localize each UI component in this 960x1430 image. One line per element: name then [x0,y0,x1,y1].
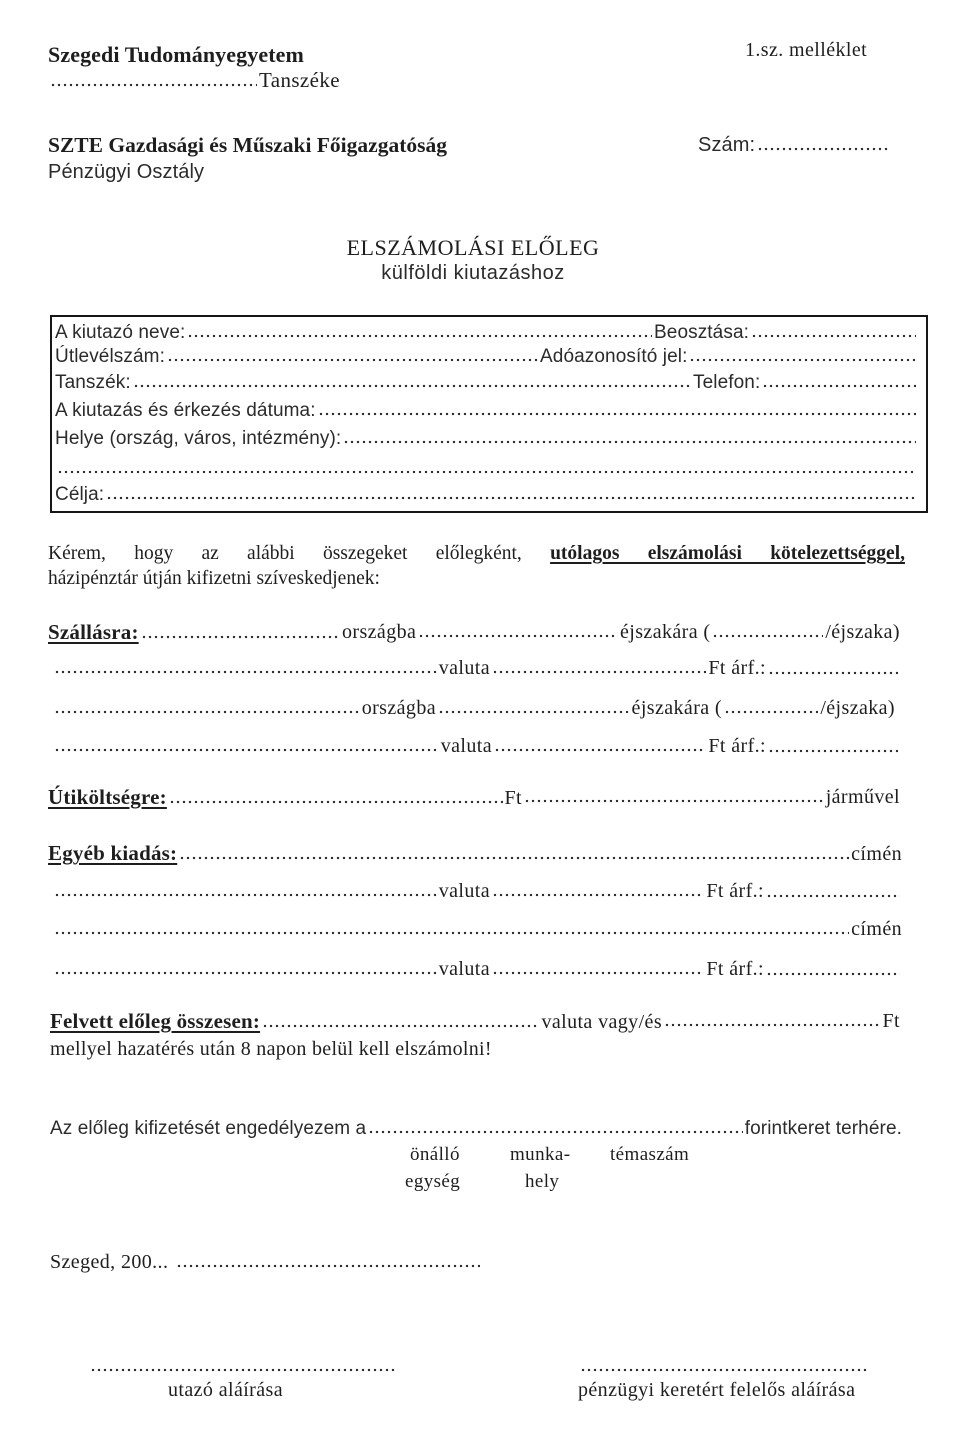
other-expense-rate-field [764,879,902,903]
request-paragraph-line2: házipénztár útján kifizetni szíveskedjenek: [48,568,380,589]
fill-in-line [54,748,439,752]
other-expense-currency-field-2 [52,957,490,981]
travel-dates-field [55,399,918,423]
exchange-rate-label: Ft árf.: [708,657,766,679]
travel-dates-label: A kiutazás és érkezés dátuma: [55,400,316,421]
fill-in-line [106,496,916,500]
exchange-rate-label: Ft árf.: [706,958,764,980]
travel-cost-label: Útiköltségre: [48,785,167,809]
accommodation-currency-field [52,656,490,680]
request-obligation: utólagos elszámolási kötelezettséggel, [550,543,906,564]
fill-in-line [187,334,652,338]
accommodation-nights-field-2 [436,696,722,720]
traveler-name-field [55,321,654,345]
fill-in-line [90,1368,398,1372]
approval-text: Az előleg kifizetését engedélyezem a [50,1118,367,1139]
accommodation-currency-field-2 [52,734,492,758]
accommodation-rate-field-2 [766,734,900,758]
department-line [48,68,340,92]
fill-in-line [54,670,437,674]
finance-signature-line [578,1353,870,1377]
number-label: Szám: [698,134,756,156]
destination-field [55,427,918,451]
other-expense-label: Egyéb kiadás: [48,841,178,865]
unit-label-line2: egység [405,1171,461,1192]
document-number-line [698,133,890,157]
fill-in-line [492,670,706,674]
other-expense-huf-field-2 [490,957,764,981]
traveler-signature-label: utazó aláírása [168,1379,283,1401]
fill-in-line [768,671,898,675]
other-expense-title-field-2 [52,917,902,941]
fill-in-line [580,1368,868,1372]
fill-in-line [318,412,916,416]
accommodation-nights-field [620,620,900,644]
destination-label: Helye (ország, város, intézmény): [55,428,342,449]
accommodation-label-field [48,620,342,644]
passport-field [55,345,540,369]
fill-in-line [689,358,916,362]
huf-label: Ft [504,787,522,809]
phone-label: Telefon: [693,372,761,393]
huf-label: Ft [882,1010,900,1032]
fill-in-line [751,334,916,338]
settlement-deadline-note: mellyel hazatérés után 8 napon belül kell elszámolni! [50,1038,492,1060]
country-label: országba [342,621,417,643]
place-date-label: Szeged, 200... [50,1251,169,1273]
university-name: Szegedi Tudományegyetem [48,42,304,67]
workplace-label-line1: munka- [510,1144,571,1165]
other-expense-huf-field [490,879,764,903]
purpose-label: Célja: [55,484,105,505]
currency-label: valuta [438,958,490,980]
accommodation-label: Szállásra: [48,620,139,644]
passport-label: Útlevélszám: [55,346,165,367]
fill-in-line [179,856,849,860]
accommodation-per-night-field-2 [722,696,895,720]
fill-in-line [762,384,916,388]
office-name: Pénzügyi Osztály [48,161,205,183]
fill-in-line [766,972,900,976]
fill-in-line [664,1023,881,1027]
fill-in-line [724,710,818,714]
exchange-rate-label: Ft árf.: [708,735,766,757]
request-paragraph-line1 [48,541,905,566]
traveler-name-label: A kiutazó neve: [55,322,186,343]
department-field [55,371,693,395]
accommodation-rate-field [766,656,900,680]
department-label: Tanszék: [55,372,131,393]
budget-label: forintkeret terhére. [744,1118,902,1139]
vehicle-label: járművel [825,786,900,808]
fill-in-line [343,440,916,444]
title-label: címén [851,918,902,940]
workplace-label-line2: hely [525,1171,560,1192]
fill-in-line [54,971,437,975]
per-night-label: /éjszaka) [825,621,900,643]
fill-in-line [766,894,900,898]
fill-in-line [262,1024,539,1028]
fill-in-line [712,634,823,638]
traveler-details-box [50,315,928,513]
form-title: ELSZÁMOLÁSI ELŐLEG [346,235,600,260]
currency-label: valuta [438,657,490,679]
title-label: címén [851,843,902,865]
finance-signature-label: pénzügyi keretért felelős aláírása [578,1379,856,1401]
place-date-field [50,1250,482,1274]
destination-continuation-field [55,455,918,479]
fill-in-line [54,931,849,935]
accommodation-country-field-2 [52,696,436,720]
currency-label: valuta [440,735,492,757]
fill-in-line [176,1264,480,1268]
total-advance-huf-field [662,1009,900,1033]
accommodation-huf-field-2 [492,734,766,758]
total-advance-currency-field [50,1009,662,1033]
country-label: országba [361,697,436,719]
currency-label: valuta [438,880,490,902]
other-expense-rate-field-2 [764,957,902,981]
topic-number-label: témaszám [610,1144,690,1165]
nights-label: éjszakára ( [631,697,722,719]
travel-cost-amount-field [48,785,522,809]
fill-in-line [418,634,618,638]
travel-vehicle-field [522,785,900,809]
traveler-signature-line [88,1353,400,1377]
unit-label-line1: önálló [410,1144,460,1165]
fill-in-line [492,893,704,897]
fill-in-line [492,971,704,975]
directorate-name: SZTE Gazdasági és Műszaki Főigazgatóság [48,133,447,157]
exchange-rate-label: Ft árf.: [706,880,764,902]
position-field [654,321,918,345]
fill-in-line [167,358,538,362]
fill-in-line [50,83,257,87]
fill-in-line [54,893,437,897]
accommodation-country-field [342,620,620,644]
other-expense-title-field [48,841,902,865]
fill-in-line [57,470,916,474]
fill-in-line [54,710,360,714]
fill-in-line [524,799,824,803]
annex-label: 1.sz. melléklet [745,39,868,61]
tax-id-field [540,345,918,369]
fill-in-line [133,384,691,388]
per-night-label: /éjszaka) [820,697,895,719]
form-subtitle: külföldi kiutazáshoz [381,262,565,284]
fill-in-line [141,635,340,639]
position-label: Beosztása: [654,322,749,343]
other-expense-currency-field [52,879,490,903]
fill-in-line [169,800,503,804]
fill-in-line [368,1130,743,1134]
accommodation-huf-field [490,656,766,680]
nights-label: éjszakára ( [620,621,711,643]
purpose-field [55,483,918,507]
phone-field [693,371,918,395]
fill-in-line [494,748,706,752]
fill-in-line [768,749,898,753]
request-intro: Kérem, hogy az alábbi összegeket előlegként, [48,543,522,564]
tax-id-label: Adóazonosító jel: [540,346,688,367]
currency-or-label: valuta vagy/és [541,1011,662,1033]
fill-in-line [438,710,630,714]
total-advance-label: Felvett előleg összesen: [50,1009,261,1033]
department-suffix: Tanszéke [258,68,340,92]
approval-line [50,1117,902,1141]
fill-in-line [757,147,888,151]
